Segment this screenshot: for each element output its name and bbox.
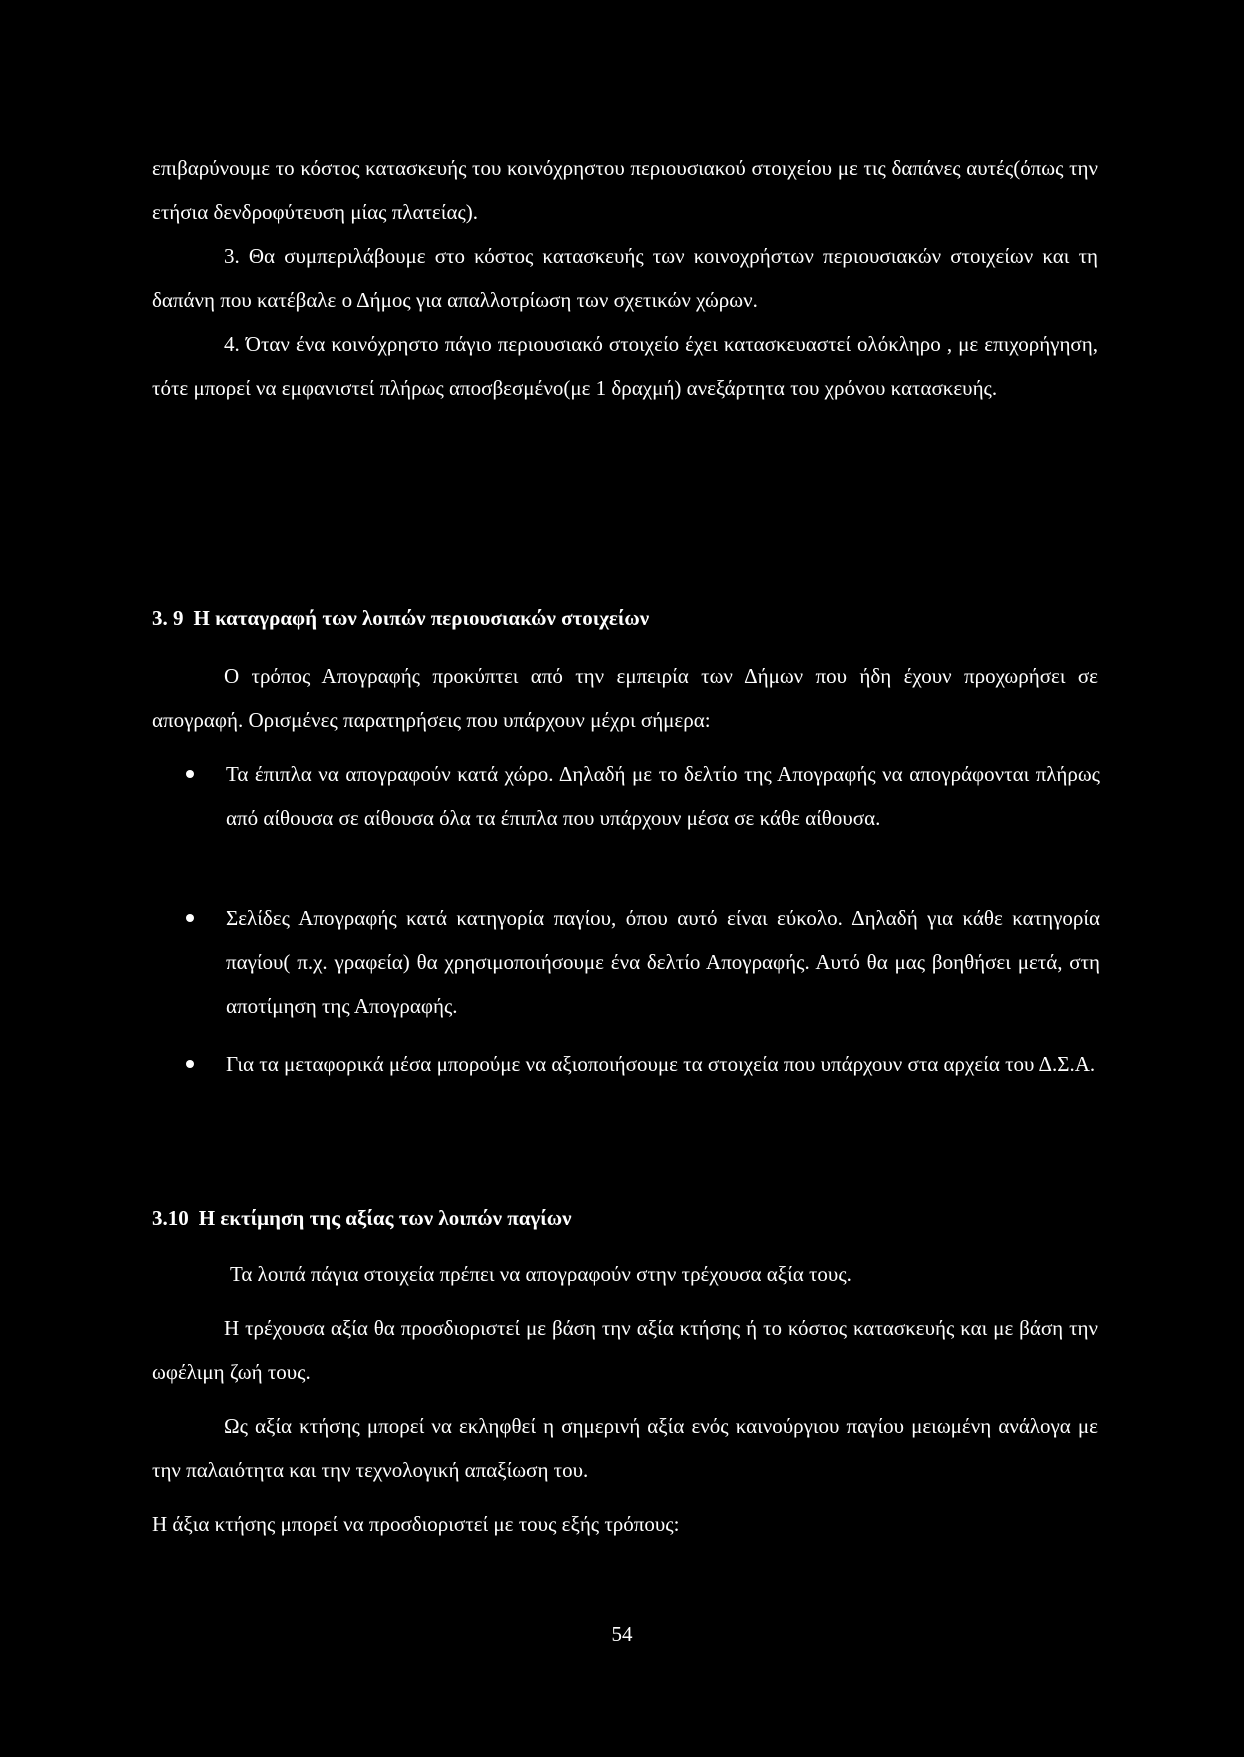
paragraph-item-4: 4. Όταν ένα κοινόχρηστο πάγιο περιουσιακό στοιχείο έχει κατασκευαστεί ολόκληρο , με επιχορήγηση, τότε μπορεί να εμφανιστεί πλήρως αποσβεσμένο(με 1 δραχμή) ανεξάρτητα του χρόνου κατασκευής. (152, 332, 1098, 400)
paragraph: Τα λοιπά πάγια στοιχεία πρέπει να απογραφούν στην τρέχουσα αξία τους. (230, 1262, 852, 1286)
paragraph: Ως αξία κτήσης μπορεί να εκληφθεί η σημερινή αξία ενός καινούργιου παγίου μειωμένη ανάλογα με την παλαιότητα και την τεχνολογική απαξίωση του. (152, 1414, 1098, 1482)
list-item (186, 752, 1100, 840)
list-item-text: Τα έπιπλα να απογραφούν κατά χώρο. Δηλαδή με το δελτίο της Απογραφής να απογράφονται πλήρως από αίθουσα σε αίθουσα όλα τα έπιπλα που υπάρχουν μέσα σε κάθε αίθουσα. (226, 762, 1100, 830)
section-intro-paragraph: Ο τρόπος Απογραφής προκύπτει από την εμπειρία των Δήμων που ήδη έχουν προχωρήσει σε απογραφή. Ορισμένες παρατηρήσεις που υπάρχουν μέχρι σήμερα: (152, 664, 1098, 732)
list-item-text: Σελίδες Απογραφής κατά κατηγορία παγίου, όπου αυτό είναι εύκολο. Δηλαδή για κάθε κατηγορία παγίου( π.χ. γραφεία) θα χρησιμοποιήσουμε ένα δελτίο Απογραφής. Αυτό θα μας βοηθήσει μετά, στη αποτίμηση της Απογραφής. (226, 906, 1100, 1018)
list-item (186, 896, 1100, 1028)
section-number: 3. 9 (152, 606, 184, 630)
section-number: 3.10 (152, 1206, 189, 1230)
list-item (186, 1042, 1100, 1086)
section-heading-3-9 (152, 596, 649, 640)
section-title: Η καταγραφή των λοιπών περιουσιακών στοιχείων (193, 606, 650, 630)
bullet-icon (186, 1060, 194, 1068)
paragraph: Η άξια κτήσης μπορεί να προσδιοριστεί με τους εξής τρόπους: (152, 1512, 680, 1536)
bullet-icon (186, 914, 194, 922)
list-item-text: Για τα μεταφορικά μέσα μπορούμε να αξιοποιήσουμε τα στοιχεία που υπάρχουν στα αρχεία του Δ.Σ.Α. (226, 1052, 1096, 1076)
bullet-icon (186, 770, 194, 778)
paragraph-continuation: επιβαρύνουμε το κόστος κατασκευής του κοινόχρηστου περιουσιακού στοιχείου με τις δαπάνες αυτές(όπως την ετήσια δενδροφύτευση μίας πλατείας). (152, 156, 1098, 224)
paragraph: Η τρέχουσα αξία θα προσδιοριστεί με βάση την αξία κτήσης ή το κόστος κατασκευής και με βάση την ωφέλιμη ζωή τους. (152, 1316, 1098, 1384)
page-number: 54 (611, 1622, 633, 1646)
section-heading-3-10 (152, 1196, 572, 1240)
paragraph-item-3: 3. Θα συμπεριλάβουμε στο κόστος κατασκευής των κοινοχρήστων περιουσιακών στοιχείων και τη δαπάνη που κατέβαλε ο Δήμος για απαλλοτρίωση των σχετικών χώρων. (152, 244, 1098, 312)
section-title: Η εκτίμηση της αξίας των λοιπών παγίων (198, 1206, 572, 1230)
